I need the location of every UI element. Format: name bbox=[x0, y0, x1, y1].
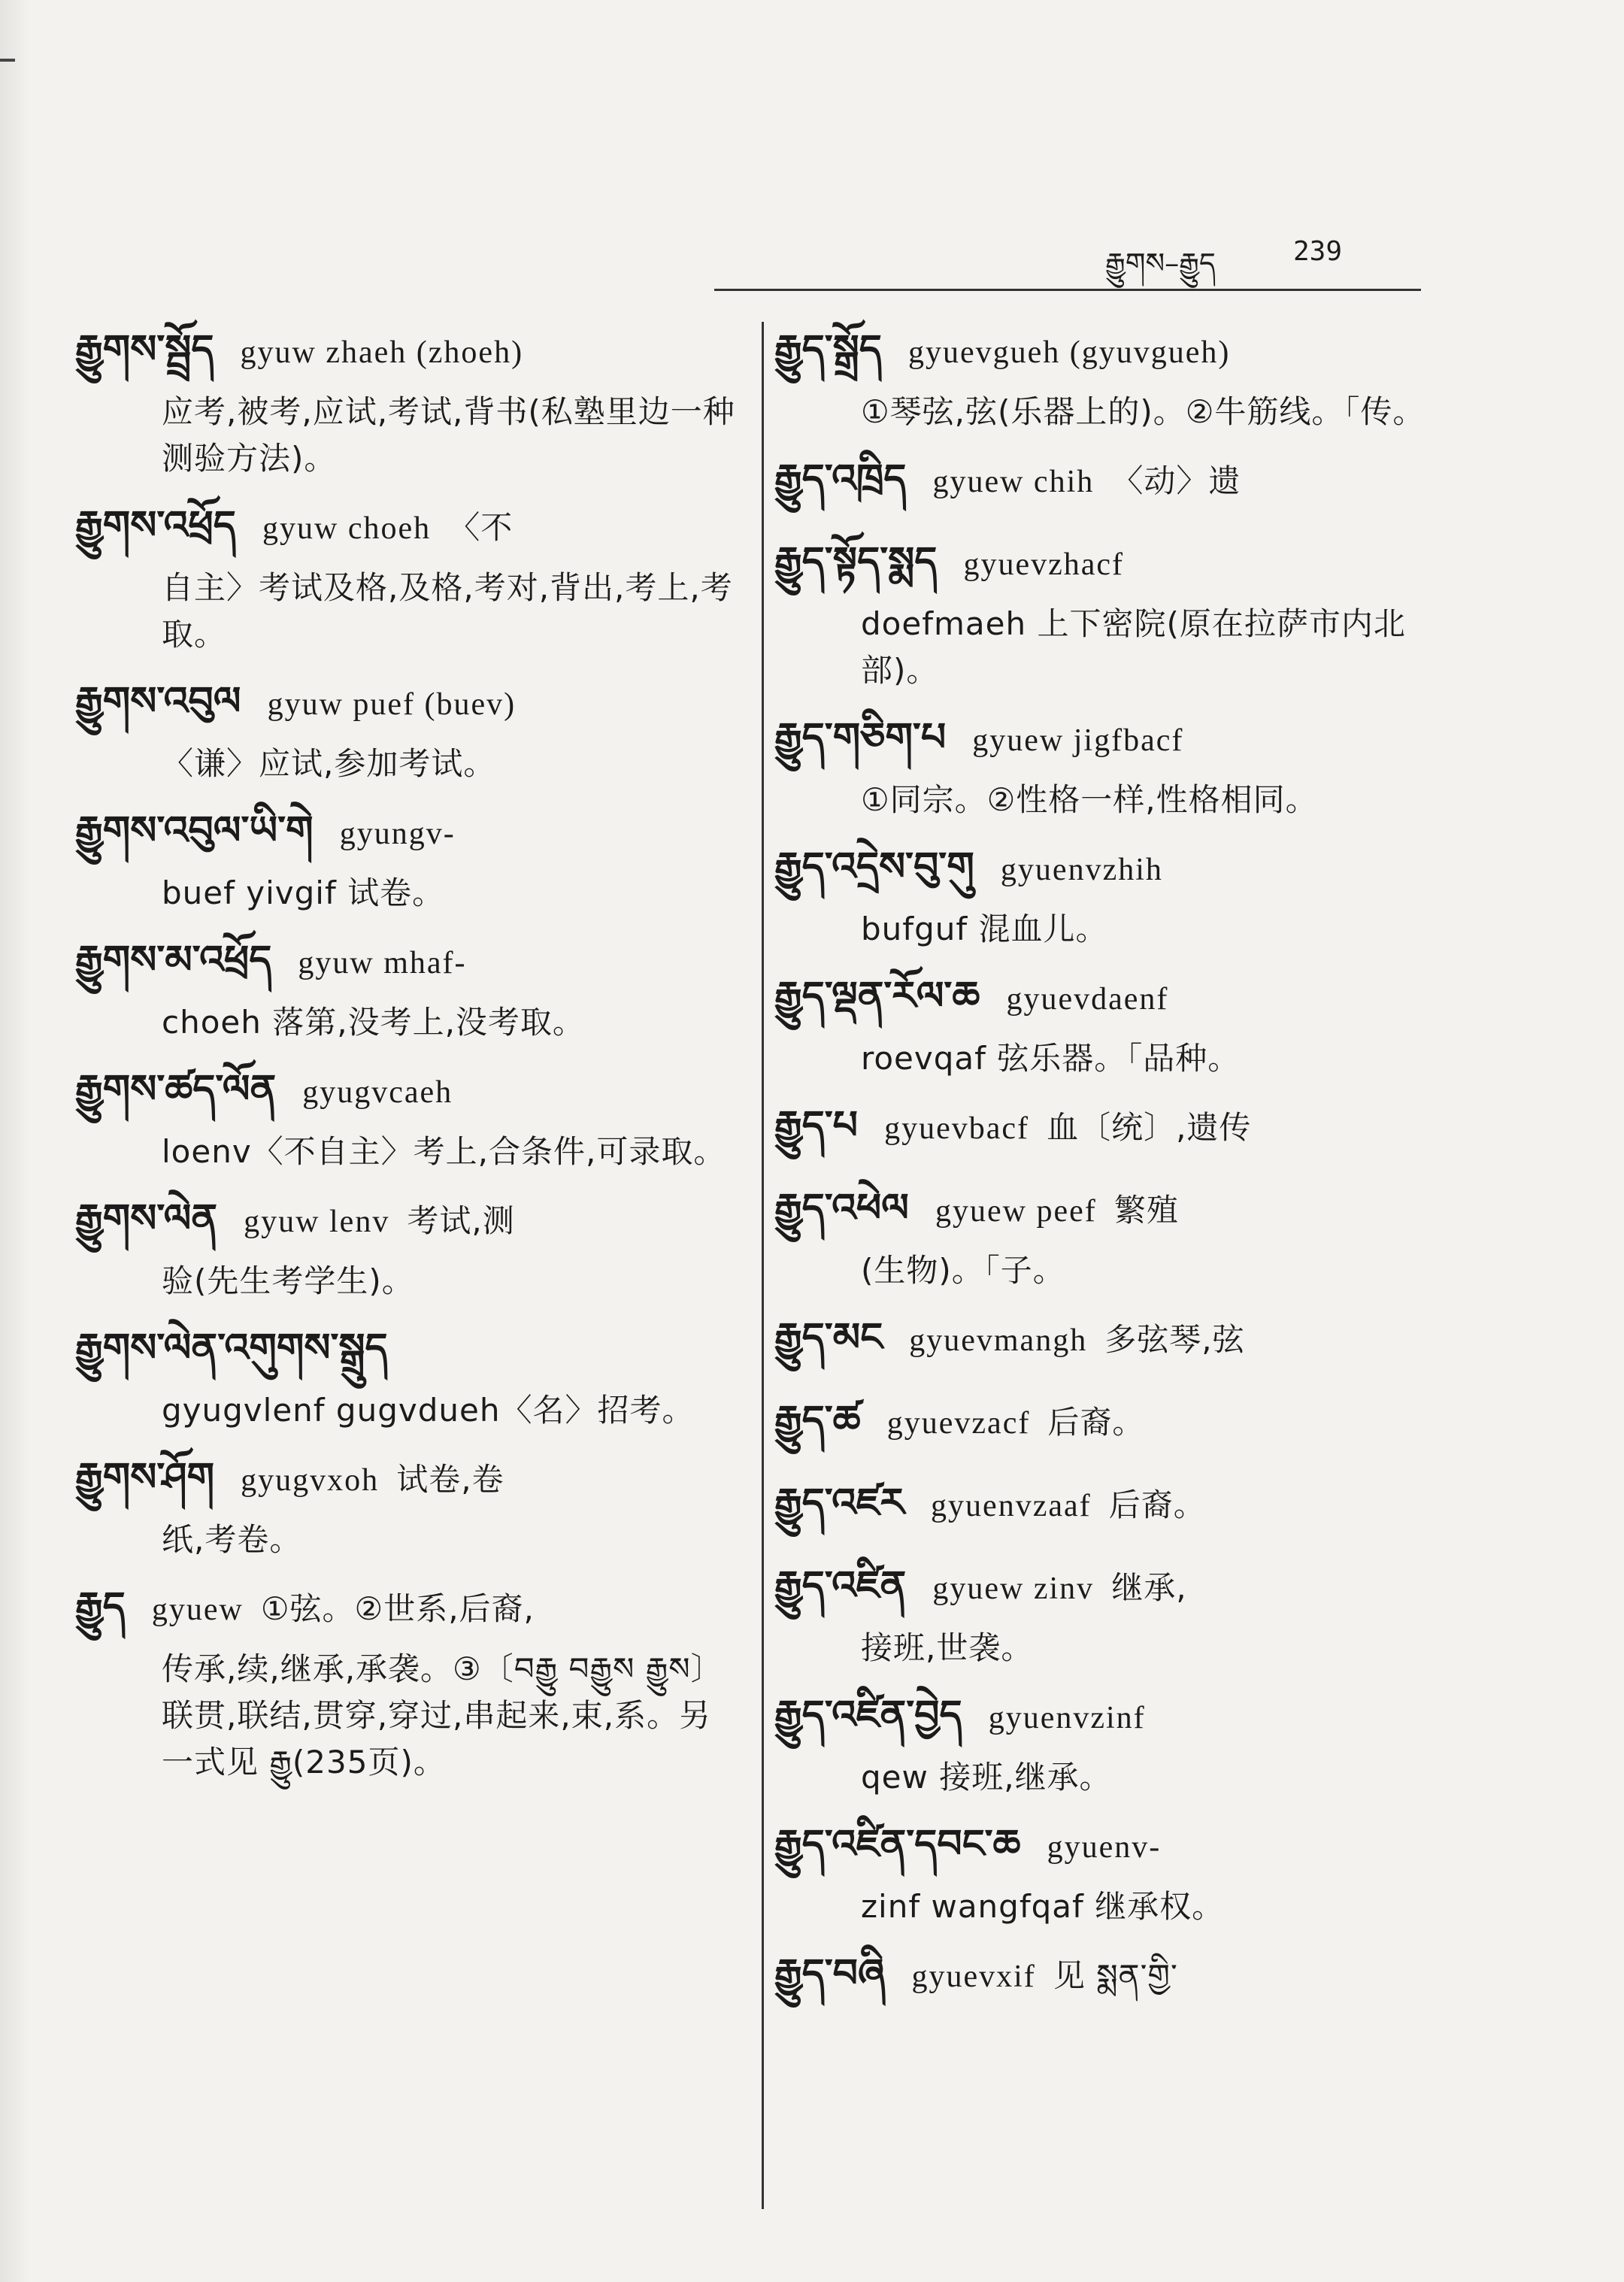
gloss-text: ①同宗。②性格一样,性格相同。 bbox=[861, 781, 1318, 818]
dictionary-entry bbox=[75, 1059, 737, 1175]
gloss-inline bbox=[1183, 721, 1197, 758]
gloss-inline: 血〔统〕,遗传 bbox=[1047, 1109, 1252, 1146]
tibetan-headword: རྒྱུད་འདྲེས་བུ་གུ bbox=[774, 844, 974, 889]
entry-head bbox=[75, 495, 737, 565]
entry-head bbox=[774, 532, 1429, 601]
tibetan-headword: རྒྱུགས་ལེན་འགུགས་སྒྲུད bbox=[75, 1326, 388, 1371]
gloss-inline: 多弦琴,弦 bbox=[1104, 1321, 1245, 1358]
romanization: gyugvcaeh bbox=[302, 1075, 453, 1110]
entry-head bbox=[774, 1390, 1429, 1459]
gloss-inline: 继承, bbox=[1111, 1569, 1187, 1606]
entry-head bbox=[774, 1096, 1429, 1165]
gloss-inline bbox=[516, 685, 529, 722]
romanization: gyuevdaenf bbox=[1006, 982, 1169, 1017]
romanization: gyuew chih bbox=[932, 465, 1095, 499]
tibetan-headword: རྒྱུད་འཛིན་དབང་ཆ bbox=[774, 1822, 1021, 1867]
entry-head bbox=[774, 1814, 1429, 1883]
entry-head bbox=[75, 671, 737, 741]
gloss-text: roevqaf 弦乐器。「品种。 bbox=[861, 1040, 1241, 1077]
gloss-text: 自主〉考试及格,及格,考对,背出,考上,考取。 bbox=[162, 569, 733, 653]
entry-head bbox=[75, 1577, 737, 1646]
entry-head bbox=[75, 930, 737, 999]
dictionary-entry bbox=[75, 495, 737, 658]
tibetan-headword: རྒྱུད་སྒྲོད bbox=[774, 327, 882, 372]
romanization: gyuew peef bbox=[935, 1194, 1097, 1229]
dictionary-entry bbox=[75, 1577, 737, 1786]
gloss-text: gyugvlenf gugvdueh〈名〉招考。 bbox=[162, 1392, 695, 1429]
dictionary-entry bbox=[774, 1814, 1429, 1930]
header-guide-words: རྒྱུགས–རྒྱུད bbox=[1105, 247, 1216, 280]
romanization: gyuew bbox=[151, 1593, 244, 1627]
dictionary-entry bbox=[75, 1189, 737, 1305]
gloss-inline: 〈动〉遗 bbox=[1111, 462, 1241, 499]
romanization: gyuevbacf bbox=[884, 1111, 1029, 1146]
gloss-text: choeh 落第,没考上,没考取。 bbox=[162, 1004, 585, 1041]
dictionary-entry bbox=[75, 1447, 737, 1563]
gloss-inline: 考试,测 bbox=[407, 1202, 515, 1239]
entry-head bbox=[774, 1556, 1429, 1625]
gloss-inline bbox=[1168, 980, 1182, 1017]
gloss-inline bbox=[1230, 333, 1244, 370]
dictionary-entry bbox=[75, 801, 737, 917]
romanization: gyuw choeh bbox=[262, 511, 432, 546]
tibetan-headword: རྒྱུད་གཅིག་པ bbox=[774, 715, 947, 760]
gloss-inline bbox=[1161, 1828, 1174, 1865]
entry-head bbox=[774, 1178, 1429, 1247]
gloss-inline bbox=[1124, 545, 1138, 582]
entry-head bbox=[774, 837, 1429, 906]
entry-head bbox=[75, 1447, 737, 1517]
page-header bbox=[1075, 226, 1391, 278]
left-column bbox=[75, 320, 737, 1799]
romanization: gyuenvzinf bbox=[988, 1701, 1146, 1735]
gloss-inline bbox=[456, 814, 469, 851]
dictionary-entry bbox=[774, 837, 1429, 953]
gloss-inline: 〈不 bbox=[448, 509, 514, 546]
entry-head bbox=[774, 320, 1429, 389]
header-rule bbox=[714, 289, 1421, 291]
gloss-inline: 试卷,卷 bbox=[396, 1461, 504, 1498]
gloss-text: (生物)。「子。 bbox=[861, 1252, 1065, 1289]
tibetan-headword: རྒྱུགས་འབུལ bbox=[75, 679, 241, 724]
dictionary-entry bbox=[774, 1096, 1429, 1165]
tibetan-headword: རྒྱུགས་འཕྲོད bbox=[75, 503, 236, 548]
tibetan-headword: རྒྱུད་མང bbox=[774, 1315, 883, 1360]
tibetan-headword: རྒྱུགས་འབུལ་ཡི་གེ bbox=[75, 808, 314, 853]
entry-head bbox=[75, 320, 737, 389]
romanization: gyuw zhaeh (zhoeh) bbox=[240, 335, 524, 370]
gloss-text: 接班,世袭。 bbox=[861, 1629, 1034, 1666]
dictionary-entry bbox=[774, 1390, 1429, 1459]
gloss-text: zinf wangfqaf 继承权。 bbox=[861, 1888, 1225, 1925]
gloss-inline: 后裔。 bbox=[1108, 1486, 1206, 1523]
tibetan-headword: རྒྱུད་པ bbox=[774, 1103, 858, 1148]
gloss-text: 传承,续,继承,承袭。③〔བརྒྱུ བརྒྱུས རྒྱུས〕联贯,联结,贯穿,穿过,串起来,束,系。另一式见 རྒྱུ(235页)。 bbox=[162, 1650, 723, 1780]
romanization: gyuevzacf bbox=[886, 1406, 1031, 1441]
gloss-inline bbox=[1163, 850, 1177, 887]
gloss-inline: 见 སྨན་གྱི་ bbox=[1053, 1957, 1178, 1994]
gloss-text: qew 接班,继承。 bbox=[861, 1759, 1112, 1796]
dictionary-entry bbox=[774, 1556, 1429, 1671]
gloss-text: bufguf 混血儿。 bbox=[861, 911, 1108, 947]
romanization: gyuw lenv bbox=[244, 1205, 390, 1239]
tibetan-headword: རྒྱུགས་སྦྲོད bbox=[75, 327, 214, 372]
page-number: 239 bbox=[1293, 236, 1343, 267]
scan-edge bbox=[0, 0, 30, 2282]
gloss-inline bbox=[411, 1332, 424, 1368]
romanization: gyuew zinv bbox=[932, 1571, 1095, 1606]
entry-head bbox=[774, 966, 1429, 1035]
tibetan-headword: རྒྱུད་ཚ bbox=[774, 1398, 861, 1443]
dictionary-entry bbox=[75, 930, 737, 1046]
entry-head bbox=[75, 1189, 737, 1258]
right-column bbox=[774, 320, 1429, 2026]
dictionary-entry bbox=[774, 966, 1429, 1082]
gloss-text: loenv〈不自主〉考上,合条件,可录取。 bbox=[162, 1133, 726, 1170]
gloss-text: buef yivgif 试卷。 bbox=[162, 874, 445, 911]
tibetan-headword: རྒྱུད་བཞི bbox=[774, 1951, 886, 1996]
dictionary-entry bbox=[774, 532, 1429, 694]
entry-head bbox=[774, 1473, 1429, 1542]
gloss-text: 纸,考卷。 bbox=[162, 1521, 302, 1558]
dictionary-entry bbox=[774, 449, 1429, 518]
tibetan-headword: རྒྱུགས་ལེན bbox=[75, 1196, 218, 1241]
gloss-text: 验(先生考学生)。 bbox=[162, 1262, 414, 1299]
gloss-inline bbox=[1146, 1699, 1159, 1735]
tibetan-headword: རྒྱུད་སྟོད་སྨད bbox=[774, 539, 938, 584]
column-divider bbox=[762, 322, 764, 2209]
romanization: gyuenv- bbox=[1047, 1830, 1162, 1865]
gloss-inline: 后裔。 bbox=[1047, 1404, 1145, 1441]
entry-head bbox=[774, 1944, 1429, 2013]
romanization: gyuevmangh bbox=[909, 1323, 1088, 1358]
gloss-inline: 繁殖 bbox=[1113, 1192, 1179, 1229]
dictionary-entry bbox=[75, 1318, 737, 1434]
romanization: gyugvxoh bbox=[241, 1463, 380, 1498]
entry-head bbox=[774, 449, 1429, 518]
dictionary-entry bbox=[774, 1308, 1429, 1377]
romanization: gyuw puef (buev) bbox=[267, 687, 517, 722]
gloss-text: doefmaeh 上下密院(原在拉萨市内北部)。 bbox=[861, 605, 1406, 689]
tibetan-headword: རྒྱུད bbox=[75, 1584, 126, 1629]
dictionary-entry bbox=[75, 320, 737, 482]
romanization: gyuenvzhih bbox=[1000, 853, 1163, 887]
dictionary-entry bbox=[774, 1473, 1429, 1542]
gloss-text: 〈谦〉应试,参加考试。 bbox=[162, 745, 496, 782]
gloss-inline bbox=[453, 1073, 466, 1110]
gloss-inline bbox=[523, 333, 537, 370]
dictionary-entry bbox=[774, 1178, 1429, 1294]
tibetan-headword: རྒྱུད་འཁྲིད bbox=[774, 456, 907, 502]
tibetan-headword: རྒྱུགས་ཚད་ལོན bbox=[75, 1067, 277, 1112]
entry-head bbox=[75, 1059, 737, 1129]
tibetan-headword: རྒྱུད་འཛིན་བྱེད bbox=[774, 1693, 962, 1738]
romanization: gyuenvzaaf bbox=[931, 1489, 1092, 1523]
romanization: gyuw mhaf- bbox=[298, 946, 467, 980]
romanization: gyuew jigfbacf bbox=[972, 723, 1184, 758]
dictionary-entry bbox=[774, 708, 1429, 823]
dictionary-entry bbox=[774, 320, 1429, 435]
romanization: gyungv- bbox=[339, 817, 456, 851]
entry-head bbox=[774, 1308, 1429, 1377]
romanization: gyuevzhacf bbox=[963, 547, 1125, 582]
page-edge-mark bbox=[0, 59, 15, 62]
dictionary-entry bbox=[774, 1944, 1429, 2013]
tibetan-headword: རྒྱུད་འཛར bbox=[774, 1480, 904, 1526]
tibetan-headword: རྒྱུད་འཕེལ bbox=[774, 1186, 909, 1231]
romanization: gyuevgueh (gyuvgueh) bbox=[907, 335, 1231, 370]
gloss-text: ①琴弦,弦(乐器上的)。②牛筋线。「传。 bbox=[861, 393, 1426, 430]
entry-head bbox=[774, 708, 1429, 777]
gloss-inline: ①弦。②世系,后裔, bbox=[260, 1590, 535, 1627]
romanization: gyuevxif bbox=[911, 1959, 1036, 1994]
tibetan-headword: རྒྱུད་ལྡན་རོལ་ཆ bbox=[774, 974, 980, 1019]
entry-head bbox=[774, 1685, 1429, 1754]
gloss-text: 应考,被考,应试,考试,背书(私塾里边一种测验方法)。 bbox=[162, 393, 735, 477]
gloss-inline bbox=[467, 944, 480, 980]
dictionary-entry bbox=[774, 1685, 1429, 1801]
entry-head bbox=[75, 1318, 737, 1387]
tibetan-headword: རྒྱུགས་ཤོག bbox=[75, 1455, 215, 1500]
entry-head bbox=[75, 801, 737, 870]
tibetan-headword: རྒྱུགས་མ་འཕྲོད bbox=[75, 938, 272, 983]
tibetan-headword: རྒྱུད་འཛིན bbox=[774, 1563, 907, 1608]
dictionary-entry bbox=[75, 671, 737, 787]
